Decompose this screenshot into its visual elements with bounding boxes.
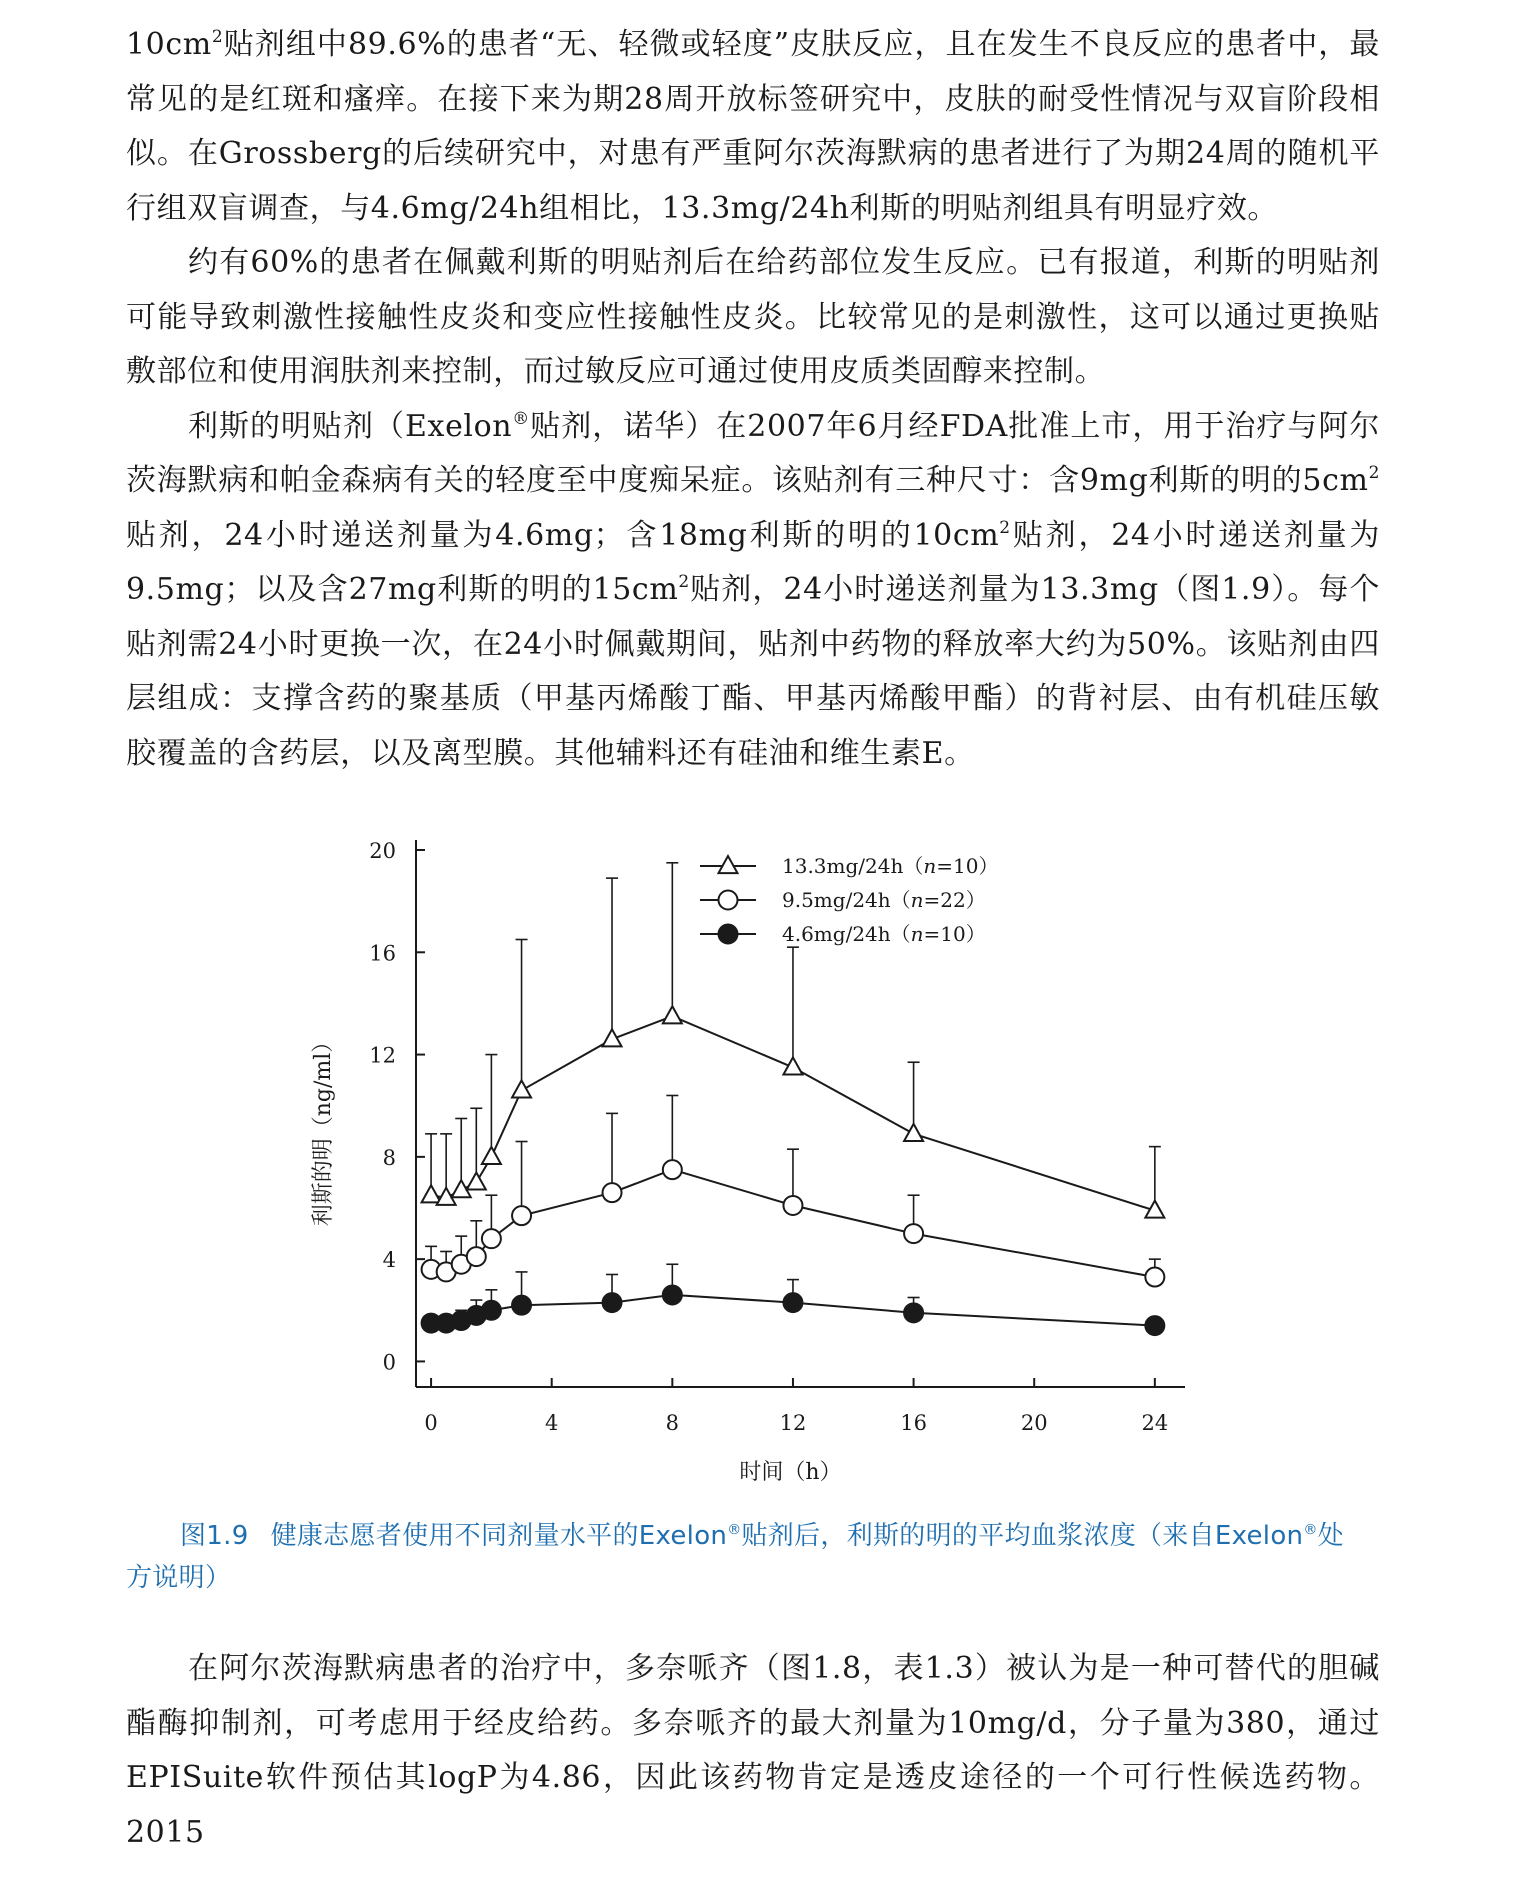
superscript: 2 [211, 27, 224, 47]
legend-label-part: n [923, 854, 937, 878]
data-point [467, 1172, 486, 1189]
legend-label-part: 4.6mg/24h（ [782, 922, 911, 946]
y-tick-label: 16 [369, 941, 396, 966]
text-run: 贴剂，诺华）在2007年6月经FDA批准上市，用于治疗与阿尔 [529, 408, 1380, 444]
legend-marker [719, 856, 738, 873]
data-point [512, 1296, 531, 1315]
data-point [422, 1185, 441, 1202]
text-run: 在阿尔茨海默病患者的治疗中，多奈哌齐（图1.8，表1.3）被认为是一种可替代的胆碱 [188, 1651, 1380, 1686]
legend-label-part: =22） [923, 888, 986, 912]
data-point [1145, 1316, 1164, 1335]
y-tick-label: 20 [369, 839, 396, 863]
text-run: 贴剂后，利斯的明的平均血浆浓度（来自Exelon [741, 1521, 1304, 1551]
data-point [512, 1080, 531, 1097]
text-block-top [126, 18, 1380, 781]
x-tick-label: 24 [1141, 1411, 1169, 1435]
data-point [482, 1301, 501, 1320]
x-tick-label: 20 [1020, 1411, 1048, 1435]
data-point [904, 1224, 923, 1243]
x-tick-label: 4 [545, 1411, 559, 1435]
x-tick-label: 0 [424, 1411, 438, 1435]
data-point [482, 1147, 501, 1164]
figure-caption [126, 1515, 1380, 1599]
data-point [663, 1285, 682, 1304]
x-tick-label: 8 [665, 1411, 680, 1435]
data-point [904, 1124, 923, 1141]
superscript: 2 [678, 572, 690, 592]
superscript: ® [512, 408, 530, 429]
superscript: 2 [999, 517, 1011, 538]
paragraph [126, 400, 1380, 782]
legend-label-part: 13.3mg/24h（ [782, 854, 924, 878]
text-run: 酯酶抑制剂，可考虑用于经皮给药。多奈哌齐的最大剂量为10mg/d，分子量为380，通过 [126, 1705, 1380, 1741]
text-run: EPISuite软件预估其logP为4.86，因此该药物肯定是透皮途径的一个可行性候选药物。2015 [126, 1760, 1380, 1850]
data-point [603, 1183, 622, 1202]
text-run: 平行组双盲调查，与4.6mg/24h组相比，13.3mg/24h利斯的明贴剂组具有明显疗效。 [126, 136, 1380, 226]
x-tick-label: 12 [779, 1411, 807, 1435]
text-run: 以及含27mg利斯的明的15cm [254, 572, 679, 607]
text-block-bottom [126, 1642, 1380, 1860]
data-point [1145, 1268, 1164, 1287]
data-point [603, 1029, 622, 1046]
text-run: 撑含药的聚基质（甲基丙烯酸丁酯、甲基丙烯酸甲酯）的背衬层、由有机硅压敏胶覆盖的含 [126, 681, 1381, 771]
legend-label-part: 9.5mg/24h（ [782, 888, 911, 912]
legend-label [782, 888, 986, 912]
text-run: 约有60%的患者在佩戴利斯的明贴剂后在给药部位发生反应。已有报道，利斯的明贴剂 [188, 245, 1380, 280]
caption-line-2: 方说明） [126, 1563, 232, 1593]
legend-marker [719, 891, 738, 910]
paragraph [126, 1642, 1380, 1860]
x-tick-label: 16 [900, 1411, 927, 1435]
text-run: 最常见的是红斑和瘙痒。在接下来为期28周开放标签研究中，皮肤的耐受性情况与双盲阶段 [126, 27, 1380, 117]
legend-label-part: n [910, 922, 924, 946]
text-run: 健康志愿者使用不同剂量水平的Exelon [270, 1521, 728, 1551]
legend-label [782, 854, 998, 878]
text-run: 贴剂，24小时递送剂量为4.6mg；含18mg利斯的明的10cm [126, 517, 1000, 553]
data-point [663, 1006, 682, 1023]
text-run: 药层，以及离型膜。其他辅料还有硅油和维生素E。 [279, 735, 975, 771]
chart-plasma-concentration [290, 820, 1210, 1520]
legend-label-part: =10） [936, 854, 999, 878]
figure-number: 图1.9 [180, 1521, 249, 1551]
data-point [783, 1057, 802, 1074]
text-run: 贴剂，24小时递送剂量为13.3mg（图1.9）。每个贴剂需24小 [126, 572, 1380, 662]
paragraph [126, 236, 1380, 400]
y-axis-label: 利斯的明（ng/ml） [311, 1030, 336, 1227]
superscript: ® [727, 1522, 742, 1538]
data-point [467, 1247, 486, 1266]
data-point [663, 1160, 682, 1179]
text-run: 相似。在Grossberg的后续研究中，对患有严重阿尔茨海默病的患者进行了为期24周的随机 [126, 81, 1380, 171]
text-run: 10cm [126, 27, 212, 62]
text-run: 利斯的明贴剂（Exelon [188, 408, 513, 444]
y-tick-label: 12 [369, 1043, 396, 1068]
text-run: 时更换一次，在24小时佩戴期间，贴剂中药物的释放率大约为50%。该贴剂由四层组成：支 [126, 626, 1380, 716]
text-run: 贴剂组中89.6%的患者“无、轻微或轻度”皮肤反应，且在发生不良反应的患者中， [223, 27, 1350, 62]
legend-label-part: n [910, 888, 924, 912]
text-run: 茨海默病和帕金森病有关的轻度至中度痴呆症。该贴剂有三种尺寸：含9mg利斯的明的5cm [126, 463, 1369, 498]
legend-label-part: =10） [923, 922, 986, 946]
legend-marker [719, 925, 738, 944]
data-point [512, 1206, 531, 1225]
y-tick-label: 4 [382, 1248, 396, 1273]
data-point [783, 1293, 802, 1312]
superscript: 2 [1368, 463, 1380, 483]
data-point [482, 1229, 501, 1248]
text-run: 可能导致刺激性接触性皮炎和变应性接触性皮炎。比较常见的是刺激性，这可以通过更换贴 [126, 299, 1380, 335]
text-run: 敷部位和使用润肤剂来控制，而过敏反应可通过使用皮质类固醇来控制。 [126, 354, 1106, 389]
legend-label [782, 922, 986, 946]
superscript: ® [1303, 1522, 1318, 1538]
x-axis-label: 时间（h） [739, 1460, 842, 1485]
y-tick-label: 0 [382, 1350, 396, 1375]
data-point [783, 1196, 802, 1215]
paragraph [126, 18, 1380, 236]
data-point [904, 1303, 923, 1322]
text-run: 处 [1317, 1521, 1344, 1551]
text-run: 贴剂，24小时递送剂量为9.5mg； [126, 517, 1381, 607]
figure-1-9 [290, 820, 1210, 1520]
data-point [603, 1293, 622, 1312]
y-tick-label: 8 [382, 1145, 396, 1170]
